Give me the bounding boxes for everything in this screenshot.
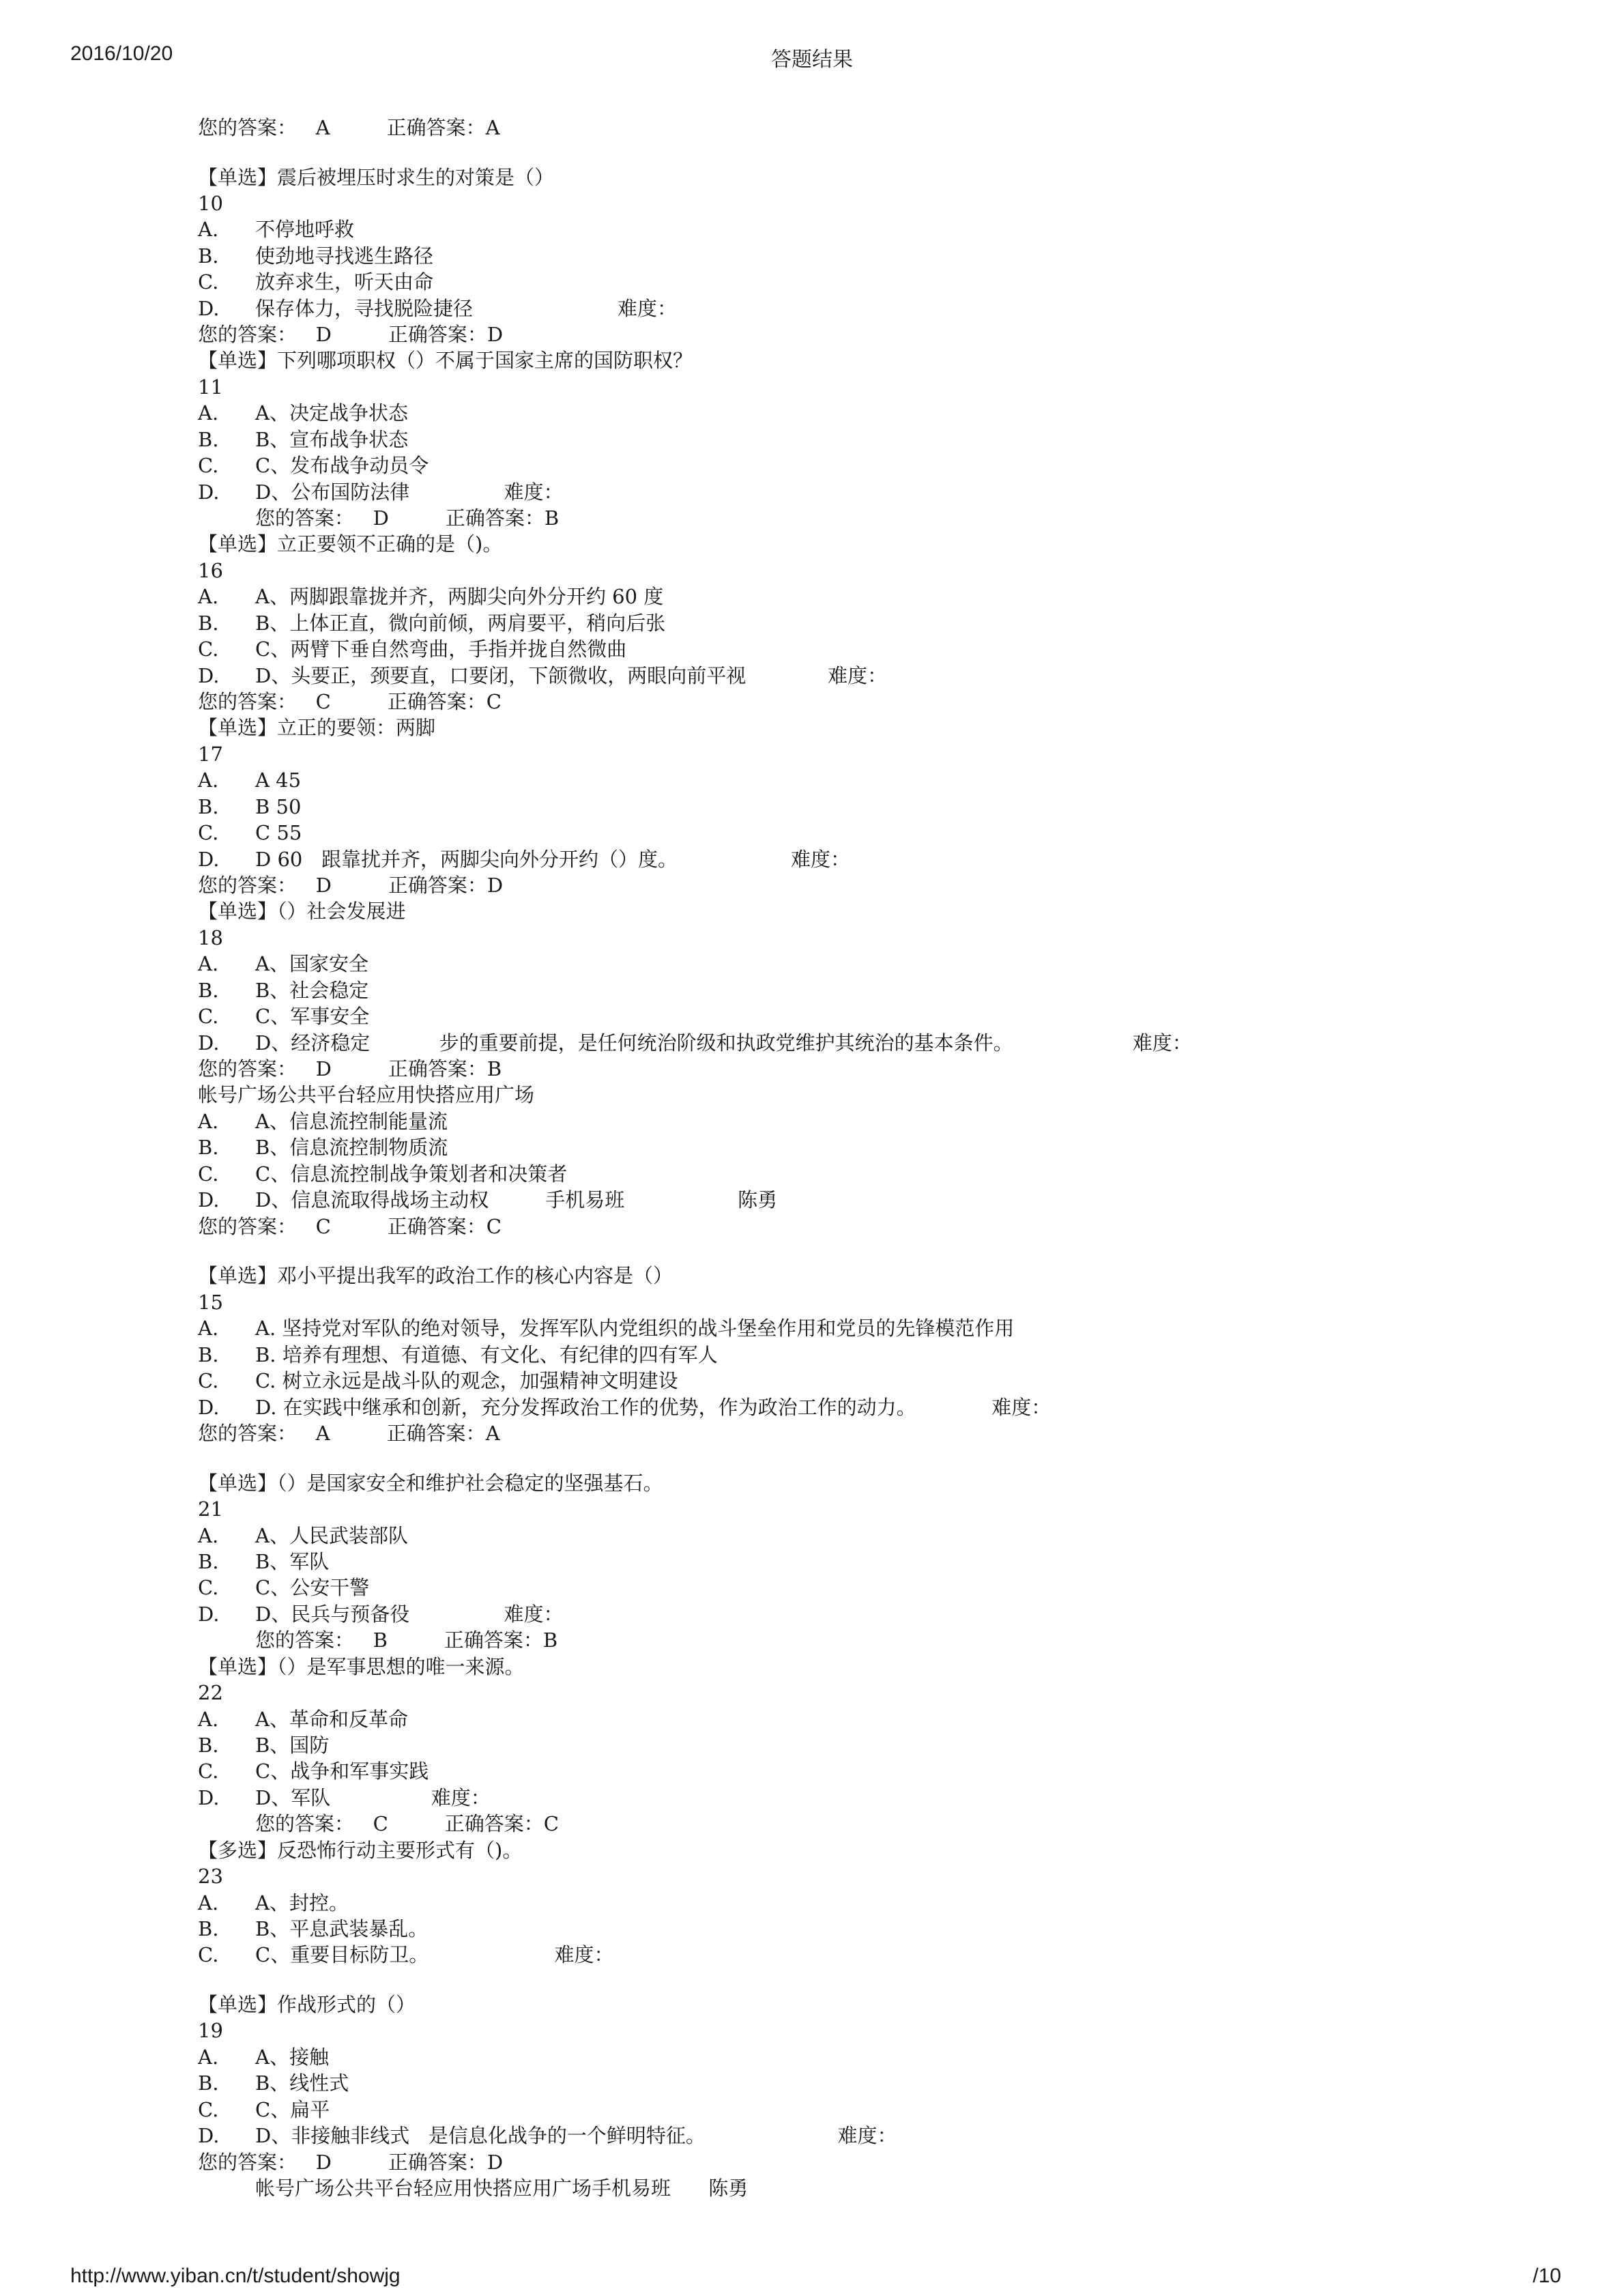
- option-line: [198, 453, 429, 478]
- line-text: 帐号广场公共平台轻应用快搭应用广场: [198, 1083, 535, 1106]
- option-letter: C.: [198, 1162, 219, 1186]
- option-letter: A.: [198, 1524, 219, 1547]
- option-letter: C.: [198, 637, 219, 661]
- text-line: [198, 1680, 223, 1706]
- line-text: A、接触: [255, 2046, 329, 2069]
- line-text: 您的答案： D 正确答案：D: [198, 323, 504, 346]
- line-text: 【单选】立正的要领：两脚: [198, 716, 436, 739]
- line-text: 您的答案： A 正确答案：A: [198, 1422, 500, 1445]
- option-line: [198, 1549, 329, 1575]
- text-line: [198, 115, 500, 141]
- line-text: 【单选】邓小平提出我军的政治工作的核心内容是（）: [198, 1264, 673, 1287]
- option-line: [198, 610, 665, 636]
- option-line: [198, 479, 564, 505]
- line-text: 放弃求生，听天由命: [255, 270, 434, 293]
- line-text: C、信息流控制战争策划者和决策者: [255, 1162, 568, 1186]
- option-letter: A.: [198, 952, 219, 975]
- line-text: 【单选】（）是国家安全和维护社会稳定的坚强基石。: [198, 1472, 663, 1495]
- option-line: [198, 296, 677, 321]
- text-line: [198, 1214, 502, 1239]
- text-line: [198, 321, 503, 347]
- line-text: C、发布战争动员令: [255, 454, 429, 477]
- option-letter: C.: [198, 1760, 219, 1783]
- text-line: [198, 1470, 663, 1496]
- option-letter: D.: [198, 1396, 220, 1419]
- line-text: A 45: [255, 769, 302, 792]
- text-line: [198, 374, 223, 400]
- option-line: [198, 1732, 329, 1758]
- option-letter: C.: [198, 1005, 219, 1028]
- line-text: C、两臂下垂自然弯曲，手指并拢自然微曲: [255, 637, 627, 661]
- option-letter: B.: [198, 1734, 219, 1757]
- option-line: [198, 1890, 349, 1916]
- line-text: D、非接触非线式 是信息化战争的一个鲜明特征。 难度：: [255, 2124, 897, 2147]
- option-letter: D.: [198, 1603, 220, 1626]
- option-line: [198, 584, 663, 609]
- line-text: 【单选】作战形式的（）: [198, 1993, 416, 2016]
- option-line: [198, 1342, 718, 1368]
- line-text: 帐号广场公共平台轻应用快搭应用广场手机易班 陈勇: [255, 2177, 749, 2200]
- line-text: 16: [198, 559, 223, 582]
- option-letter: A.: [198, 1317, 219, 1340]
- line-text: C、扁平: [255, 2098, 330, 2121]
- line-text: B 50: [255, 795, 302, 818]
- text-line: [198, 347, 693, 373]
- line-text: B、上体正直，微向前倾，两肩要平，稍向后张: [255, 612, 666, 635]
- line-text: 您的答案： C 正确答案：C: [255, 1812, 559, 1835]
- line-text: 您的答案： B 正确答案：B: [255, 1628, 558, 1652]
- text-line: [198, 531, 502, 557]
- line-text: B、平息武装暴乱。: [255, 1917, 429, 1940]
- line-text: 您的答案： D 正确答案：D: [198, 2151, 504, 2174]
- line-text: 保存体力，寻找脱险捷径 难度：: [255, 297, 678, 320]
- line-text: B、军队: [255, 1550, 330, 1573]
- option-line: [198, 1575, 369, 1601]
- option-line: [198, 1601, 564, 1627]
- line-text: C、军事安全: [255, 1005, 370, 1028]
- text-line: [255, 505, 559, 531]
- option-line: [198, 1187, 777, 1213]
- option-line: [198, 1003, 369, 1029]
- option-line: [198, 1523, 408, 1549]
- line-text: 您的答案： D 正确答案：D: [198, 874, 504, 897]
- option-letter: C.: [198, 454, 219, 477]
- option-letter: C.: [198, 1576, 219, 1599]
- option-line: [198, 216, 354, 242]
- text-line: [255, 1627, 557, 1653]
- option-line: [198, 1758, 429, 1784]
- line-text: 不停地呼救: [255, 218, 355, 241]
- option-line: [198, 269, 433, 295]
- option-letter: A.: [198, 1110, 219, 1133]
- option-letter: B.: [198, 428, 219, 451]
- line-text: B、线性式: [255, 2071, 349, 2095]
- option-line: [198, 1315, 1014, 1341]
- text-line: [198, 1289, 223, 1315]
- option-letter: A.: [198, 1708, 219, 1731]
- option-line: [198, 2097, 330, 2123]
- text-line: [255, 2175, 748, 2201]
- option-line: [198, 2070, 349, 2096]
- option-line: [198, 1785, 491, 1811]
- line-text: 您的答案： D 正确答案：B: [198, 1057, 502, 1080]
- line-text: 【单选】震后被埋压时求生的对策是（）: [198, 166, 555, 189]
- line-text: 23: [198, 1865, 223, 1888]
- print-date: 2016/10/20: [70, 42, 173, 65]
- option-letter: A.: [198, 2046, 219, 2069]
- option-letter: B.: [198, 795, 219, 818]
- option-letter: D.: [198, 480, 220, 504]
- option-letter: D.: [198, 2124, 220, 2147]
- text-line: [198, 689, 502, 715]
- line-text: D 60 跟靠扰并齐，两脚尖向外分开约（）度。 难度：: [255, 848, 850, 871]
- option-line: [198, 1030, 1192, 1056]
- option-line: [198, 951, 368, 977]
- line-text: B、国防: [255, 1734, 330, 1757]
- line-text: 22: [198, 1681, 223, 1704]
- text-line: [198, 1837, 522, 1863]
- text-line: [198, 741, 223, 767]
- text-line: [198, 1420, 500, 1446]
- option-line: [198, 820, 302, 846]
- option-letter: C.: [198, 821, 219, 844]
- line-text: 11: [198, 375, 223, 399]
- line-text: A. 坚持党对军队的绝对领导，发挥军队内党组织的战斗堡垒作用和党员的先锋模范作用: [255, 1317, 1015, 1340]
- option-letter: B.: [198, 1343, 219, 1366]
- line-text: A、国家安全: [255, 952, 368, 975]
- line-text: 使劲地寻找逃生路径: [255, 244, 434, 268]
- line-text: A、封控。: [255, 1891, 349, 1914]
- line-text: 【单选】立正要领不正确的是（)。: [198, 532, 503, 556]
- line-text: B、宣布战争状态: [255, 428, 409, 451]
- line-text: 您的答案： C 正确答案：C: [198, 1215, 502, 1238]
- option-line: [198, 1706, 408, 1732]
- option-letter: B.: [198, 1550, 219, 1573]
- line-text: 17: [198, 743, 223, 766]
- line-text: C. 树立永远是战斗队的观念，加强精神文明建设: [255, 1369, 678, 1392]
- text-line: [198, 558, 223, 584]
- line-text: C 55: [255, 821, 302, 844]
- line-text: 【单选】（）社会发展进: [198, 900, 406, 923]
- option-line: [198, 427, 408, 453]
- option-letter: D.: [198, 1786, 220, 1809]
- text-line: [198, 2018, 223, 2043]
- option-letter: D.: [198, 664, 220, 687]
- page-url: http://www.yiban.cn/t/student/showjg: [70, 2265, 401, 2287]
- option-line: [198, 2123, 897, 2149]
- option-letter: C.: [198, 1943, 219, 1966]
- option-letter: B.: [198, 979, 219, 1002]
- line-text: 19: [198, 2019, 223, 2042]
- option-letter: A.: [198, 769, 219, 792]
- line-text: 您的答案： A 正确答案：A: [198, 116, 500, 139]
- line-text: 18: [198, 926, 223, 949]
- text-line: [255, 1811, 559, 1837]
- option-letter: B.: [198, 612, 219, 635]
- option-letter: C.: [198, 270, 219, 293]
- option-letter: A.: [198, 585, 219, 608]
- line-text: D、民兵与预备役 难度：: [255, 1603, 564, 1626]
- line-text: B、社会稳定: [255, 979, 369, 1002]
- line-text: 21: [198, 1497, 223, 1521]
- text-line: [198, 925, 223, 951]
- option-line: [198, 243, 433, 269]
- line-text: A、人民武装部队: [255, 1524, 408, 1547]
- text-line: [198, 164, 554, 190]
- line-text: 您的答案： D 正确答案：B: [255, 506, 560, 530]
- option-letter: D.: [198, 297, 220, 320]
- line-text: 【单选】下列哪项职权（）不属于国家主席的国防职权？: [198, 349, 693, 372]
- option-line: [198, 1161, 567, 1187]
- line-text: D. 在实践中继承和创新，充分发挥政治工作的优势，作为政治工作的动力。 难度：: [255, 1396, 1052, 1419]
- line-text: A、革命和反革命: [255, 1708, 408, 1731]
- line-text: B. 培养有理想、有道德、有文化、有纪律的四有军人: [255, 1343, 718, 1366]
- option-line: [198, 1108, 448, 1134]
- option-letter: D.: [198, 1031, 220, 1054]
- option-line: [198, 400, 408, 426]
- text-line: [198, 190, 223, 216]
- page-number: /10: [1533, 2265, 1561, 2287]
- line-text: 您的答案： C 正确答案：C: [198, 690, 502, 713]
- line-text: 【多选】反恐怖行动主要形式有（)。: [198, 1839, 523, 1862]
- line-text: A、信息流控制能量流: [255, 1110, 448, 1133]
- option-letter: A.: [198, 218, 219, 241]
- option-letter: A.: [198, 1891, 219, 1914]
- line-text: C、战争和军事实践: [255, 1760, 429, 1783]
- option-line: [198, 1368, 678, 1394]
- line-text: D、信息流取得战场主动权 手机易班 陈勇: [255, 1188, 778, 1211]
- line-text: C、重要目标防卫。 难度：: [255, 1943, 614, 1966]
- option-letter: B.: [198, 2071, 219, 2095]
- text-line: [198, 1082, 534, 1108]
- option-letter: D.: [198, 848, 220, 871]
- page-title: 答题结果: [771, 48, 853, 71]
- option-letter: C.: [198, 2098, 219, 2121]
- line-text: C、公安干警: [255, 1576, 370, 1599]
- option-letter: B.: [198, 244, 219, 268]
- option-line: [198, 767, 301, 793]
- option-letter: C.: [198, 1369, 219, 1392]
- option-line: [198, 846, 850, 872]
- line-text: 10: [198, 192, 223, 215]
- option-line: [198, 663, 887, 689]
- option-line: [198, 636, 626, 662]
- text-line: [198, 1263, 673, 1289]
- option-line: [198, 1394, 1051, 1420]
- option-letter: B.: [198, 1136, 219, 1159]
- text-line: [198, 898, 406, 924]
- text-line: [198, 715, 435, 741]
- option-line: [198, 1134, 448, 1160]
- option-line: [198, 1916, 428, 1942]
- line-text: D、经济稳定 步的重要前提，是任何统治阶级和执政党维护其统治的基本条件。 难度：: [255, 1031, 1192, 1054]
- text-line: [198, 1654, 525, 1680]
- option-letter: D.: [198, 1188, 220, 1211]
- line-text: D、军队 难度：: [255, 1786, 491, 1809]
- option-letter: B.: [198, 1917, 219, 1940]
- line-text: D、头要正，颈要直，口要闭，下颌微收，两眼向前平视 难度：: [255, 664, 888, 687]
- text-line: [198, 1056, 502, 1082]
- line-text: D、公布国防法律 难度：: [255, 480, 564, 504]
- line-text: B、信息流控制物质流: [255, 1136, 448, 1159]
- text-line: [198, 872, 503, 898]
- text-line: [198, 2149, 503, 2175]
- option-line: [198, 2044, 329, 2070]
- text-line: [198, 1992, 416, 2018]
- line-text: 15: [198, 1291, 223, 1314]
- line-text: 【单选】（）是军事思想的唯一来源。: [198, 1655, 525, 1678]
- option-line: [198, 794, 301, 820]
- line-text: A、两脚跟靠拢并齐，两脚尖向外分开约 60 度: [255, 585, 664, 608]
- text-line: [198, 1863, 223, 1889]
- line-text: A、决定战争状态: [255, 401, 408, 425]
- option-line: [198, 1942, 614, 1968]
- option-line: [198, 977, 368, 1003]
- option-letter: A.: [198, 401, 219, 425]
- text-line: [198, 1496, 223, 1522]
